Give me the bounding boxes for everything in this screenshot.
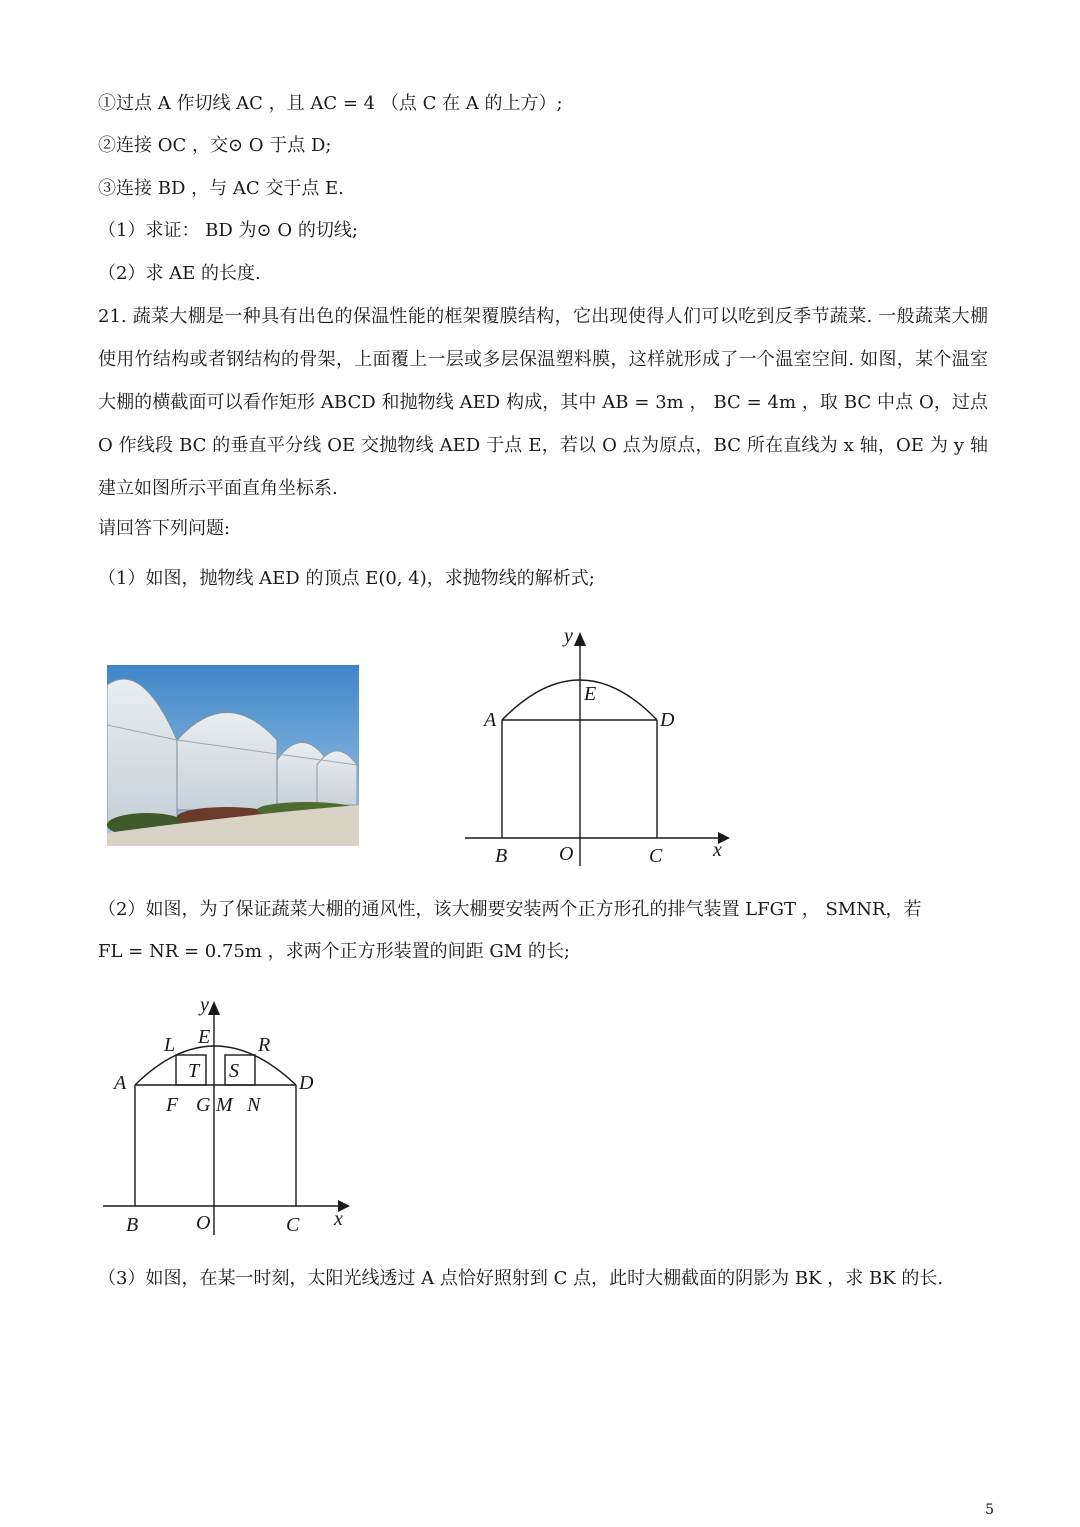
fig2-label-S: S [229,1060,239,1082]
fig2-label-R: R [258,1034,271,1056]
greenhouse-photo [107,665,359,846]
step-1: ①过点 A 作切线 AC ，且 AC = 4 （点 C 在 A 的上方）; [98,93,563,114]
fig2-label-L: L [164,1034,176,1056]
fig2-label-M: M [216,1094,233,1116]
fig2-label-N: N [247,1094,261,1116]
page-number: 5 [985,1502,994,1518]
fig2-label-E: E [198,1026,211,1048]
q21-part-1: （1）如图，抛物线 AED 的顶点 E(0, 4)，求抛物线的解析式; [98,568,595,589]
fig2-label-G: G [196,1094,211,1116]
q20-part-2: （2）求 AE 的长度. [98,263,261,284]
fig2-label-B: B [126,1214,139,1236]
fig1-label-D: D [660,709,675,731]
fig1-label-C: C [649,845,663,867]
fig1-label-y: y [564,625,573,647]
fig2-label-C: C [286,1214,300,1236]
q21-part-2b: FL = NR = 0.75m ，求两个正方形装置的间距 GM 的长; [98,941,570,962]
q21-part-2a: （2）如图，为了保证蔬菜大棚的通风性，该大棚要安装两个正方形孔的排气装置 LFGT ， SMNR，若 [98,899,922,920]
fig1-label-x: x [713,839,722,861]
q20-part-1: （1）求证： BD 为⊙ O 的切线; [98,220,358,241]
fig2-label-x: x [334,1208,343,1230]
fig2-label-y: y [200,995,209,1016]
figure-2-diagram [98,995,358,1240]
fig1-label-A: A [484,709,497,731]
figure-1-diagram [460,620,740,870]
fig1-label-E: E [584,683,597,705]
fig1-label-B: B [495,845,508,867]
fig1-label-O: O [559,843,574,865]
fig2-label-F: F [166,1094,179,1116]
q21-intro: 21. 蔬菜大棚是一种具有出色的保温性能的框架覆膜结构，它出现使得人们可以吃到反季节蔬菜. 一般蔬菜大棚使用竹结构或者钢结构的骨架，上面覆上一层或多层保温塑料膜，这样就形成了一个温室空间. 如图，某个温室大棚的横截面可以看作矩形 ABCD 和抛物线 AED 构成，其中 AB = 3m ， BC = 4m ，取 BC 中点 O，过点 O 作线段 BC 的垂直平分线 OE 交抛物线 AED 于点 E，若以 O 点为原点，BC 所在直线为 x 轴，OE 为 y 轴建立如图所示平面直角坐标系. [98,306,988,499]
fig2-label-D: D [299,1072,314,1094]
fig2-label-T: T [188,1060,200,1082]
step-3: ③连接 BD ，与 AC 交于点 E. [98,178,344,199]
step-2: ②连接 OC ，交⊙ O 于点 D; [98,135,332,156]
q21-part-3: （3）如图，在某一时刻，太阳光线透过 A 点恰好照射到 C 点，此时大棚截面的阴影为 BK ，求 BK 的长. [98,1268,944,1289]
fig2-label-A: A [114,1072,127,1094]
fig2-label-O: O [196,1212,211,1234]
q21-prompt: 请回答下列问题: [98,518,231,539]
